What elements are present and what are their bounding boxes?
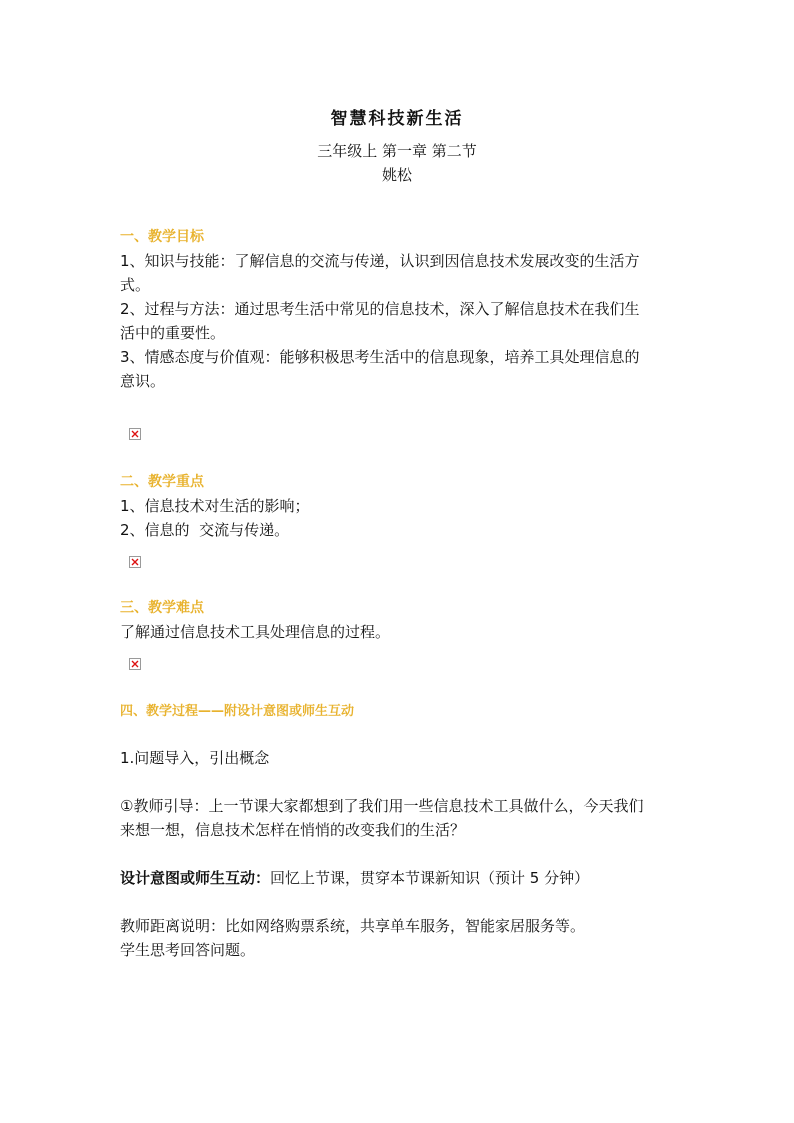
teacher-explanation (120, 914, 680, 962)
guide-line: 来想一想，信息技术怎样在悄悄的改变我们的生活？ (120, 821, 466, 839)
section-key-points (120, 470, 680, 542)
goal-line: 2、过程与方法：通过思考生活中常见的信息技术，深入了解信息技术在我们生 (120, 300, 640, 318)
teacher-text: 教师距离说明：比如网络购票系统，共享单车服务，智能家居服务等。 (120, 917, 586, 935)
section-process (120, 700, 680, 724)
section-heading: 四、教学过程——附设计意图或师生互动 (120, 704, 355, 719)
difficulty-line: 了解通过信息技术工具处理信息的过程。 (120, 623, 391, 641)
step-label: 1.问题导入，引出概念 (120, 749, 270, 767)
design-intent-label: 设计意图或师生互动： (120, 869, 271, 887)
document-subtitle: 三年级上 第一章 第二节 (317, 142, 477, 160)
section-heading: 三、教学难点 (120, 600, 204, 616)
section-heading: 一、教学目标 (120, 229, 204, 245)
section-heading: 二、教学重点 (120, 474, 204, 490)
goal-line: 1、知识与技能：了解信息的交流与传递，认识到因信息技术发展改变的生活方 (120, 252, 640, 270)
broken-image-icon (129, 428, 141, 440)
key-point-line: 2、信息的 交流与传递。 (120, 521, 290, 539)
goal-line: 3、情感态度与价值观：能够积极思考生活中的信息现象，培养工具处理信息的 (120, 348, 640, 366)
design-intent (120, 866, 680, 890)
document-title: 智慧科技新生活 (330, 109, 464, 129)
goal-line: 意识。 (120, 372, 166, 390)
broken-image-icon (129, 556, 141, 568)
section-difficulty (120, 596, 680, 644)
student-text: 学生思考回答问题。 (120, 941, 256, 959)
broken-image-icon (129, 658, 141, 670)
goal-line: 活中的重要性。 (120, 324, 226, 342)
teacher-guide (120, 794, 680, 842)
guide-line: ①教师引导：上一节课大家都想到了我们用一些信息技术工具做什么，今天我们 (120, 797, 644, 815)
process-step-title (120, 746, 680, 770)
document-author: 姚松 (381, 166, 412, 184)
goal-line: 式。 (120, 276, 151, 294)
design-intent-text: 回忆上节课，贯穿本节课新知识（预计 5 分钟） (270, 869, 590, 887)
section-goals (120, 225, 680, 393)
key-point-line: 1、信息技术对生活的影响； (120, 497, 310, 515)
